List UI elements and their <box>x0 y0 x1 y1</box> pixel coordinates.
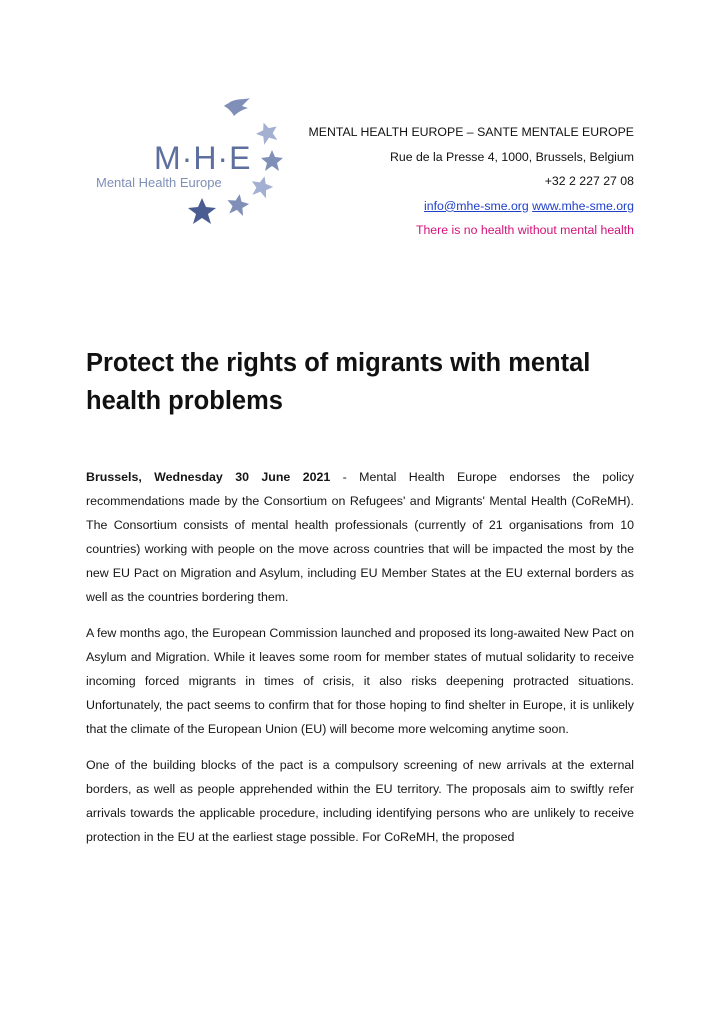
logo-subtitle: Mental Health Europe <box>96 175 222 190</box>
paragraph-3: One of the building blocks of the pact is a compulsory screening of new arrivals at the external borders, as well as people apprehended within the EU territory. The proposals aim to swiftly refer arrivals towards the applicable procedure, including identifying persons who are unlikely to receive protection in the EU at the earliest stage possible. For CoReMH, the proposed <box>86 758 634 844</box>
website-link[interactable]: www.mhe-sme.org <box>532 198 634 213</box>
article-body <box>86 465 634 861</box>
mhe-logo <box>92 92 292 232</box>
tagline: There is no health without mental health <box>415 223 634 238</box>
phone: +32 2 227 27 08 <box>544 174 634 189</box>
dateline: Brussels, Wednesday 30 June 2021 <box>86 470 331 484</box>
paragraph-1 <box>86 465 634 609</box>
links-line <box>300 194 634 219</box>
organisation-name: MENTAL HEALTH EUROPE – SANTE MENTALE EUROPE <box>308 125 634 139</box>
email-link[interactable]: info@mhe-sme.org <box>424 198 529 213</box>
contact-block <box>300 120 634 243</box>
address: Rue de la Presse 4, 1000, Brussels, Belgium <box>389 149 634 164</box>
logo-letters: M·H·E <box>154 140 252 176</box>
page-title: Protect the rights of migrants with mental health problems <box>86 349 591 415</box>
paragraph-1-text: - Mental Health Europe endorses the policy recommendations made by the Consortium on Refugees' and Migrants' Mental Health (CoReMH). The Consortium consists of mental health professionals (currently of 21 organisations from 10 countries) working with people on the move across countries that will be impacted the most by the new EU Pact on Migration and Asylum, including EU Member States at the EU external borders as well as the countries bordering them. <box>86 470 634 604</box>
paragraph-2: A few months ago, the European Commission launched and proposed its long-awaited New Pact on Asylum and Migration. While it leaves some room for member states of mutual solidarity to receive incoming forced migrants in times of crisis, it also risks deepening protracted situations. Unfortunately, the pact seems to confirm that for those hoping to find shelter in Europe, it is unlikely that the climate of the European Union (EU) will become more welcoming anytime soon. <box>86 626 634 736</box>
